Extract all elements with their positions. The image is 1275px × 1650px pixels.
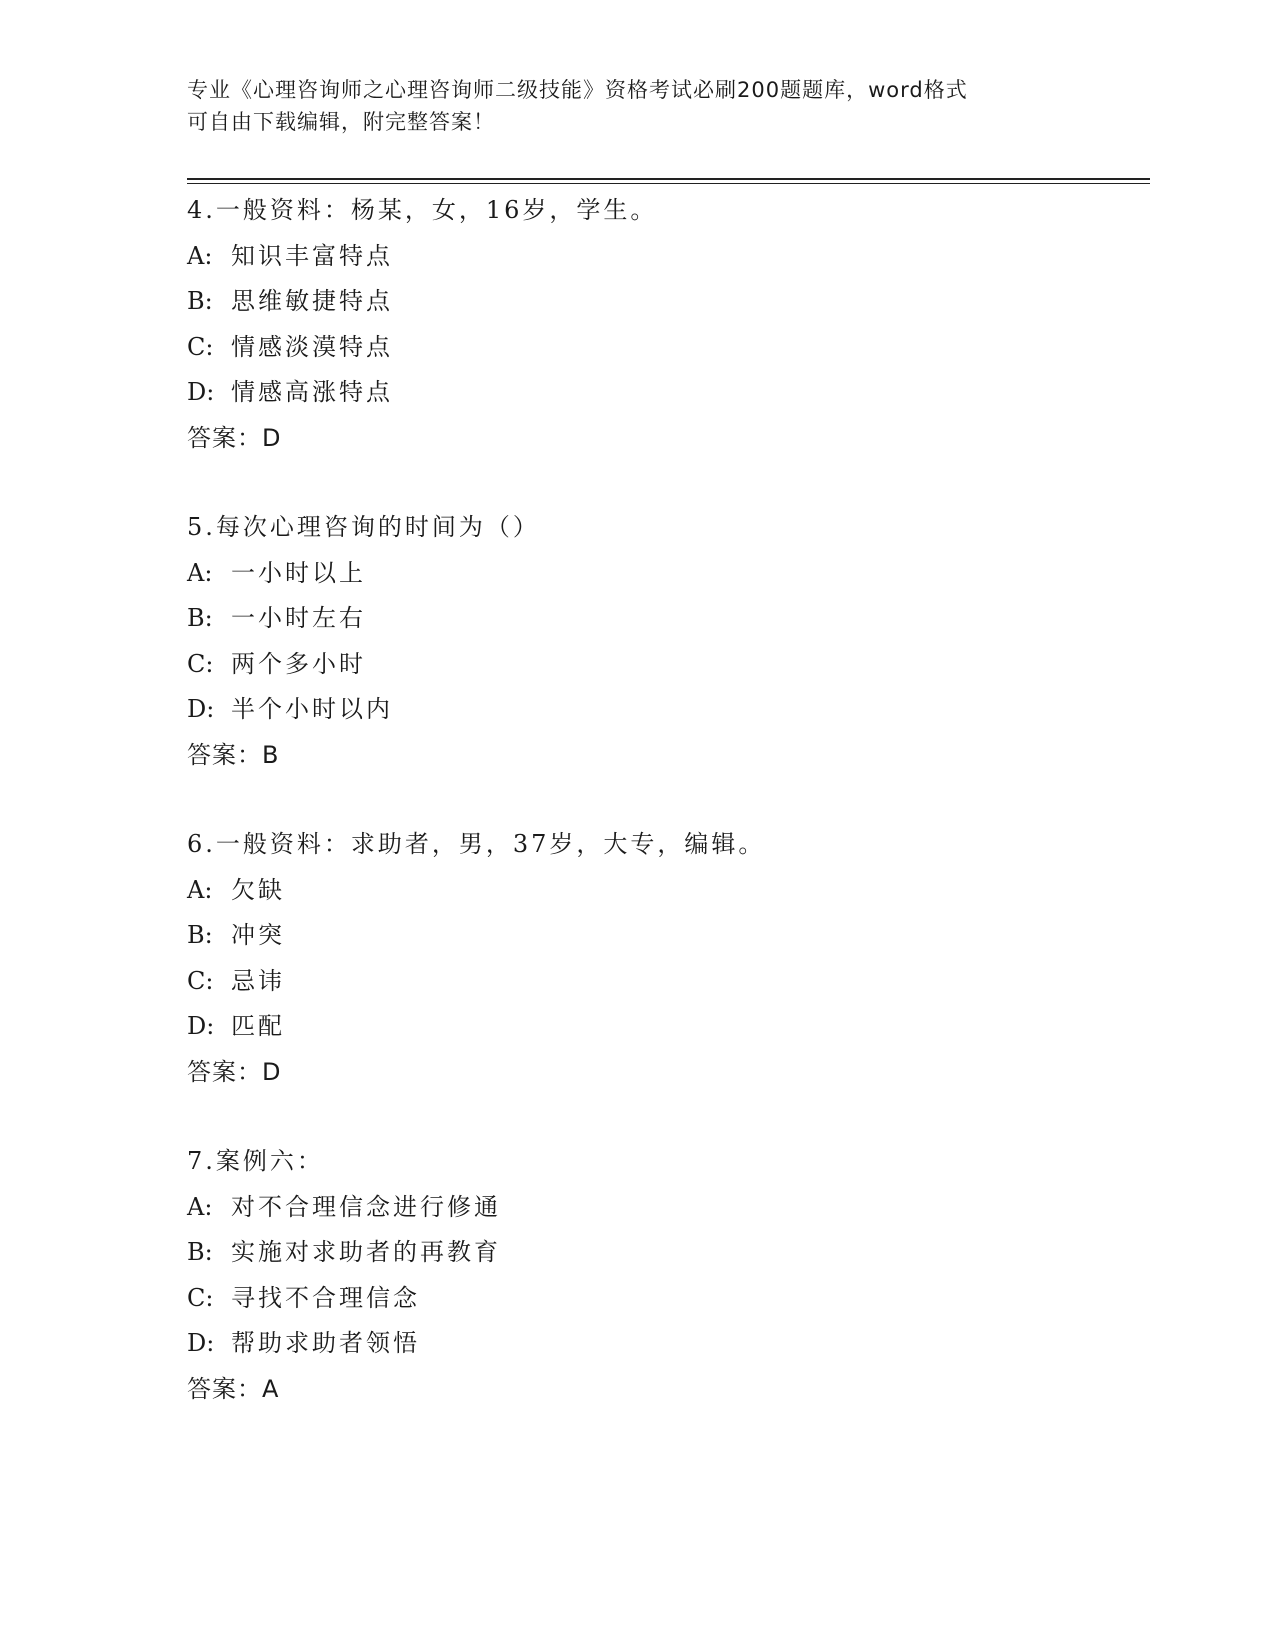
option-b <box>187 1230 1147 1276</box>
question-stem: 7.案例六： <box>187 1147 324 1175</box>
option-d <box>187 687 1147 733</box>
option-key: B: <box>187 604 213 632</box>
header-line-1: 专业《心理咨询师之心理咨询师二级技能》资格考试必刷200题题库，word格式 <box>187 78 968 102</box>
option-text: 一小时以上 <box>231 558 366 587</box>
option-b <box>187 279 1147 325</box>
option-key: D: <box>187 378 215 406</box>
option-b <box>187 596 1147 642</box>
question-5 <box>187 505 1147 778</box>
question-6 <box>187 822 1147 1095</box>
question-list <box>187 188 1147 1456</box>
option-text: 匹配 <box>231 1012 285 1040</box>
option-key: C: <box>187 1283 214 1312</box>
option-text: 情感高涨特点 <box>231 378 393 406</box>
option-key: B: <box>187 287 213 315</box>
option-c <box>187 959 1147 1005</box>
question-stem: 6.一般资料：求助者，男，37岁，大专，编辑。 <box>187 830 766 858</box>
option-c <box>187 325 1147 371</box>
option-a <box>187 551 1147 597</box>
answer-line: 答案：B <box>187 740 280 769</box>
question-7 <box>187 1139 1147 1412</box>
option-c <box>187 642 1147 688</box>
option-a <box>187 1185 1147 1231</box>
document-header <box>187 74 1107 138</box>
option-key: D: <box>187 695 215 723</box>
option-text: 欠缺 <box>231 875 285 904</box>
option-key: C: <box>187 966 214 995</box>
option-text: 半个小时以内 <box>231 695 393 723</box>
option-c <box>187 1276 1147 1322</box>
option-d <box>187 370 1147 416</box>
option-a <box>187 234 1147 280</box>
answer-line: 答案：A <box>187 1374 280 1403</box>
header-divider-thick <box>187 178 1150 180</box>
option-key: B: <box>187 921 213 949</box>
option-text: 情感淡漠特点 <box>231 332 393 361</box>
option-key: D: <box>187 1329 215 1357</box>
question-4 <box>187 188 1147 461</box>
option-key: D: <box>187 1012 215 1040</box>
answer-line: 答案：D <box>187 1057 282 1086</box>
option-b <box>187 913 1147 959</box>
option-key: A: <box>187 241 213 270</box>
option-d <box>187 1004 1147 1050</box>
option-text: 帮助求助者领悟 <box>231 1329 420 1357</box>
option-text: 寻找不合理信念 <box>231 1283 420 1312</box>
header-line-2: 可自由下载编辑，附完整答案！ <box>187 110 495 134</box>
question-stem: 5.每次心理咨询的时间为（） <box>187 513 540 541</box>
option-text: 知识丰富特点 <box>231 241 393 270</box>
option-text: 冲突 <box>231 921 285 949</box>
option-key: A: <box>187 1192 213 1221</box>
option-text: 实施对求助者的再教育 <box>231 1238 501 1266</box>
header-divider-thin <box>187 183 1150 184</box>
answer-line: 答案：D <box>187 423 282 452</box>
option-key: C: <box>187 649 214 678</box>
option-d <box>187 1321 1147 1367</box>
option-text: 忌讳 <box>231 966 285 995</box>
option-key: A: <box>187 875 213 904</box>
option-a <box>187 868 1147 914</box>
option-key: B: <box>187 1238 213 1266</box>
option-text: 对不合理信念进行修通 <box>231 1192 501 1221</box>
option-text: 思维敏捷特点 <box>231 287 393 315</box>
option-key: A: <box>187 558 213 587</box>
option-text: 两个多小时 <box>231 649 366 678</box>
option-text: 一小时左右 <box>231 604 366 632</box>
option-key: C: <box>187 332 214 361</box>
question-stem: 4.一般资料：杨某，女，16岁，学生。 <box>187 196 658 224</box>
